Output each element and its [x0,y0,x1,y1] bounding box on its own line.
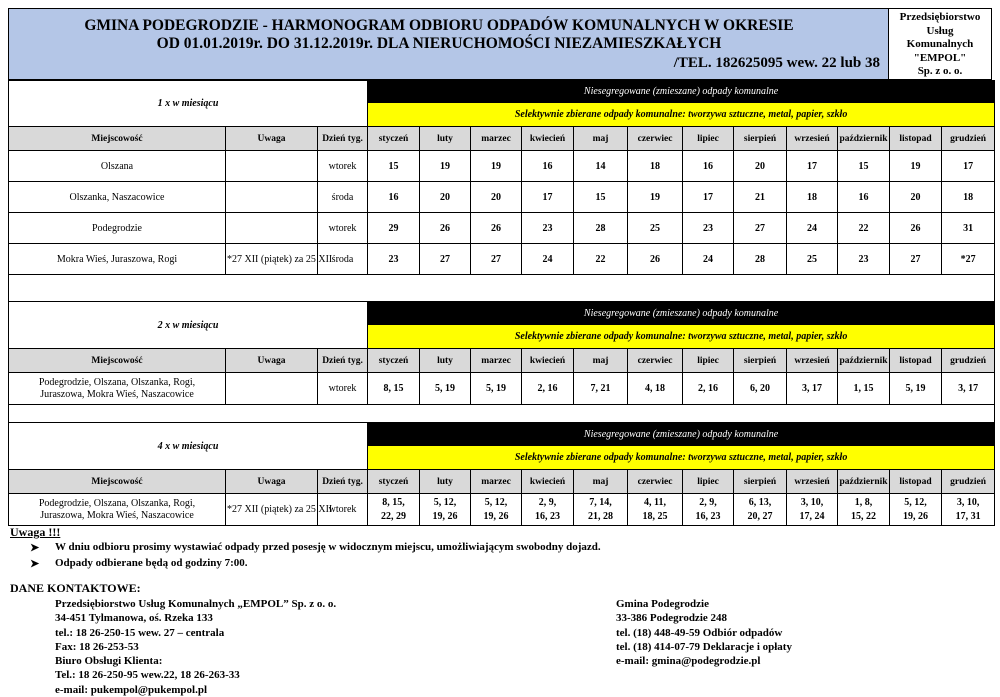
day-cell: 8, 15 [368,373,420,405]
note-item: W dniu odbioru prosimy wystawiać odpady przed posesję w widocznym miejscu, umożliwiającym swobodny dojazd. [55,541,601,553]
col-location: Miejscowość [9,470,226,494]
col-location: Miejscowość [9,349,226,373]
company-line: Przedsiębiorstwo [899,11,981,23]
day-cell: 27 [471,244,522,275]
weekday-cell: wtorek [318,373,368,405]
selective-waste-label: Selektywnie zbierane odpady komunalne: tworzywa sztuczne, metal, papier, szkło [368,325,995,349]
frequency-label: 2 x w miesiącu [9,302,368,349]
spacer-row [9,275,995,302]
col-month: lipiec [683,127,734,151]
col-weekday: Dzień tyg. [318,127,368,151]
col-month: kwiecień [522,349,574,373]
day-line: 7, 14, [589,496,612,508]
col-note: Uwaga [226,127,318,151]
contact-empol [55,597,336,697]
day-cell: 16 [368,182,420,213]
location-line: Podegrodzie, Olszana, Olszanka, Rogi, [38,376,196,388]
day-line: 3, 10, [956,496,980,508]
day-cell: 23 [683,213,734,244]
col-month: czerwiec [628,470,683,494]
day-cell [420,494,471,526]
col-month: wrzesień [787,127,838,151]
contact-line: tel. (18) 448-49-59 Odbiór odpadów [616,626,783,639]
day-line: 20, 27 [747,510,773,522]
day-cell: 22 [838,213,890,244]
contact-line: Biuro Obsługi Klienta: [55,655,163,668]
col-month: listopad [890,127,942,151]
col-month: maj [574,470,628,494]
day-cell: 23 [522,213,574,244]
contact-line: Gmina Podegrodzie [616,598,709,610]
col-month: grudzień [942,470,995,494]
col-weekday: Dzień tyg. [318,349,368,373]
contact-line: 34-451 Tylmanowa, oś. Rzeka 133 [55,612,213,625]
day-cell: 24 [683,244,734,275]
day-cell: 18 [942,182,995,213]
company-line: Komunalnych [906,38,974,50]
day-line: 5, 12, [904,496,927,508]
day-cell: 24 [522,244,574,275]
day-cell [838,494,890,526]
col-month: marzec [471,349,522,373]
day-line: 19, 26 [483,510,509,522]
selective-waste-label: Selektywnie zbierane odpady komunalne: tworzywa sztuczne, metal, papier, szkło [368,103,995,127]
day-cell: 16 [522,151,574,182]
col-month: lipiec [683,470,734,494]
company-line: Usług [926,24,954,37]
page-title [9,17,869,53]
day-cell: 18 [787,182,838,213]
day-cell: 5, 19 [471,373,522,405]
day-cell: 15 [574,182,628,213]
col-month: listopad [890,349,942,373]
day-line: 6, 13, [748,496,772,508]
note-cell [226,151,318,182]
note-cell [226,213,318,244]
day-line: 17, 24 [799,510,825,522]
day-cell: 1, 15 [838,373,890,405]
col-month: kwiecień [522,470,574,494]
day-cell: 25 [787,244,838,275]
schedule-section-1 [8,80,995,302]
note-cell [226,182,318,213]
contact-email[interactable]: e-mail: pukempol@pukempol.pl [55,683,208,696]
day-cell [683,494,734,526]
day-line: 2, 9, [538,496,557,508]
day-cell: 20 [420,182,471,213]
day-line: 19, 26 [903,510,929,522]
day-cell [368,494,420,526]
day-cell: 4, 18 [628,373,683,405]
col-month: maj [574,127,628,151]
location-cell [9,373,226,405]
note-cell [226,373,318,405]
day-cell: 27 [420,244,471,275]
day-cell: 25 [628,213,683,244]
day-cell [628,494,683,526]
contact-gmina [616,597,792,668]
day-cell: 3, 17 [942,373,995,405]
day-line: 16, 23 [535,510,561,522]
weekday-cell: środa [318,244,368,275]
contact-line: 33-386 Podegrodzie 248 [616,612,728,625]
table-row [9,213,995,244]
day-line: 18, 25 [642,510,668,522]
selective-waste-label: Selektywnie zbierane odpady komunalne: tworzywa sztuczne, metal, papier, szkło [368,446,995,470]
day-cell: 2, 16 [683,373,734,405]
day-cell: 14 [574,151,628,182]
col-month: luty [420,127,471,151]
note-cell: *27 XII (piątek) za 25 XII [226,494,318,526]
day-line: 5, 12, [484,496,508,508]
header-phone: /TEL. 182625095 wew. 22 lub 38 [673,55,880,71]
mixed-waste-label: Niesegregowane (zmieszane) odpady komunalne [368,302,995,325]
day-cell: 24 [787,213,838,244]
col-month: styczeń [368,349,420,373]
day-cell [890,494,942,526]
col-month: czerwiec [628,127,683,151]
col-month: listopad [890,470,942,494]
day-line: 8, 15, [382,496,405,508]
schedule-header [8,8,889,80]
day-line: 4, 11, [644,496,666,508]
location-line: Juraszowa, Mokra Wieś, Naszacowice [40,388,194,400]
day-cell: 22 [574,244,628,275]
day-cell: 20 [890,182,942,213]
table-row [9,373,995,405]
day-cell: 7, 21 [574,373,628,405]
day-cell [734,494,787,526]
day-cell: 15 [368,151,420,182]
day-cell: 5, 19 [420,373,471,405]
day-line: 2, 9, [699,496,717,508]
col-month: sierpień [734,127,787,151]
col-month: luty [420,470,471,494]
day-cell: 29 [368,213,420,244]
mixed-waste-label: Niesegregowane (zmieszane) odpady komunalne [368,81,995,103]
location-line: Podegrodzie, Olszana, Olszanka, Rogi, [38,497,196,509]
col-month: wrzesień [787,470,838,494]
col-month: październik [838,470,890,494]
day-line: 3, 10, [800,496,824,508]
col-location: Miejscowość [9,127,226,151]
day-cell: 19 [628,182,683,213]
contact-line: tel. (18) 414-07-79 Deklaracje i opłaty [616,640,792,653]
day-cell: 27 [734,213,787,244]
day-cell: 18 [628,151,683,182]
note-item: Odpady odbierane będą od godziny 7:00. [55,557,248,569]
col-month: grudzień [942,349,995,373]
day-cell: 19 [471,151,522,182]
col-month: styczeń [368,127,420,151]
day-cell: 16 [838,182,890,213]
day-cell: 23 [368,244,420,275]
contact-line: Fax: 18 26-253-53 [55,640,139,653]
day-cell: 17 [522,182,574,213]
location-cell [9,494,226,526]
day-cell: 17 [683,182,734,213]
contact-line: tel.: 18 26-250-15 wew. 27 – centrala [55,626,225,639]
col-month: październik [838,127,890,151]
col-month: kwiecień [522,127,574,151]
day-cell: 26 [420,213,471,244]
col-month: maj [574,349,628,373]
day-line: 1, 8, [854,496,873,508]
day-line: 22, 29 [381,510,407,522]
table-row [9,182,995,213]
note-cell: *27 XII (piątek) za 25 XII [226,244,318,275]
day-cell: *27 [942,244,995,275]
spacer-row [9,405,995,423]
day-cell [942,494,995,526]
day-cell: 26 [471,213,522,244]
location-cell: Podegrodzie [9,213,226,244]
location-cell: Mokra Wieś, Juraszowa, Rogi [9,244,226,275]
location-line: Juraszowa, Mokra Wieś, Naszacowice [40,509,194,521]
day-cell: 23 [838,244,890,275]
day-cell: 17 [942,151,995,182]
company-line: Sp. z o. o. [917,65,963,77]
weekday-cell: wtorek [318,494,368,526]
day-line: 5, 12, [433,496,457,508]
day-cell: 20 [471,182,522,213]
col-month: październik [838,349,890,373]
location-cell: Olszanka, Naszacowice [9,182,226,213]
col-month: styczeń [368,470,420,494]
day-cell: 26 [628,244,683,275]
col-note: Uwaga [226,470,318,494]
day-line: 17, 31 [955,510,981,522]
table-row [9,151,995,182]
day-cell: 2, 16 [522,373,574,405]
day-cell: 5, 19 [890,373,942,405]
col-month: marzec [471,127,522,151]
day-cell [471,494,522,526]
contact-email[interactable]: e-mail: gmina@podegrodzie.pl [616,655,761,668]
contact-line: Tel.: 18 26-250-95 wew.22, 18 26-263-33 [55,669,240,682]
weekday-cell: wtorek [318,213,368,244]
day-cell: 26 [890,213,942,244]
contacts-title: DANE KONTAKTOWE: [10,581,141,595]
mixed-waste-label: Niesegregowane (zmieszane) odpady komunalne [368,423,995,446]
col-month: marzec [471,470,522,494]
col-month: sierpień [734,470,787,494]
weekday-cell: środa [318,182,368,213]
day-line: 16, 23 [695,510,721,522]
notes-title: Uwaga !!! [10,525,61,539]
col-month: lipiec [683,349,734,373]
day-cell: 20 [734,151,787,182]
day-cell: 16 [683,151,734,182]
schedule-section-3 [8,422,995,526]
col-weekday: Dzień tyg. [318,470,368,494]
location-cell: Olszana [9,151,226,182]
day-cell [522,494,574,526]
col-month: luty [420,349,471,373]
day-cell: 15 [838,151,890,182]
day-line: 15, 22 [851,510,877,522]
title-line-2: OD 01.01.2019r. DO 31.12.2019r. DLA NIERUCHOMOŚCI NIEZAMIESZKAŁYCH [156,35,722,52]
day-cell: 19 [890,151,942,182]
col-month: wrzesień [787,349,838,373]
arrow-bullet-icon: ➤ [30,558,40,570]
table-row [9,244,995,275]
day-cell: 31 [942,213,995,244]
col-month: sierpień [734,349,787,373]
day-cell [787,494,838,526]
schedule-section-2 [8,301,995,423]
day-cell: 17 [787,151,838,182]
col-note: Uwaga [226,349,318,373]
day-cell [574,494,628,526]
day-cell: 28 [574,213,628,244]
frequency-label: 1 x w miesiącu [9,81,368,127]
table-row [9,494,995,526]
day-cell: 27 [890,244,942,275]
day-line: 19, 26 [432,510,458,522]
title-line-1: GMINA PODEGRODZIE - HARMONOGRAM ODBIORU ODPADÓW KOMUNALNYCH W OKRESIE [84,17,794,34]
day-cell: 21 [734,182,787,213]
day-cell: 3, 17 [787,373,838,405]
frequency-label: 4 x w miesiącu [9,423,368,470]
col-month: czerwiec [628,349,683,373]
arrow-bullet-icon: ➤ [30,542,40,554]
day-cell: 19 [420,151,471,182]
company-name-box [889,8,992,80]
day-cell: 6, 20 [734,373,787,405]
col-month: grudzień [942,127,995,151]
contact-line: Przedsiębiorstwo Usług Komunalnych „EMPOL” Sp. z o. o. [55,598,337,610]
day-cell: 28 [734,244,787,275]
company-line: "EMPOL" [913,51,967,64]
day-line: 21, 28 [588,510,614,522]
weekday-cell: wtorek [318,151,368,182]
